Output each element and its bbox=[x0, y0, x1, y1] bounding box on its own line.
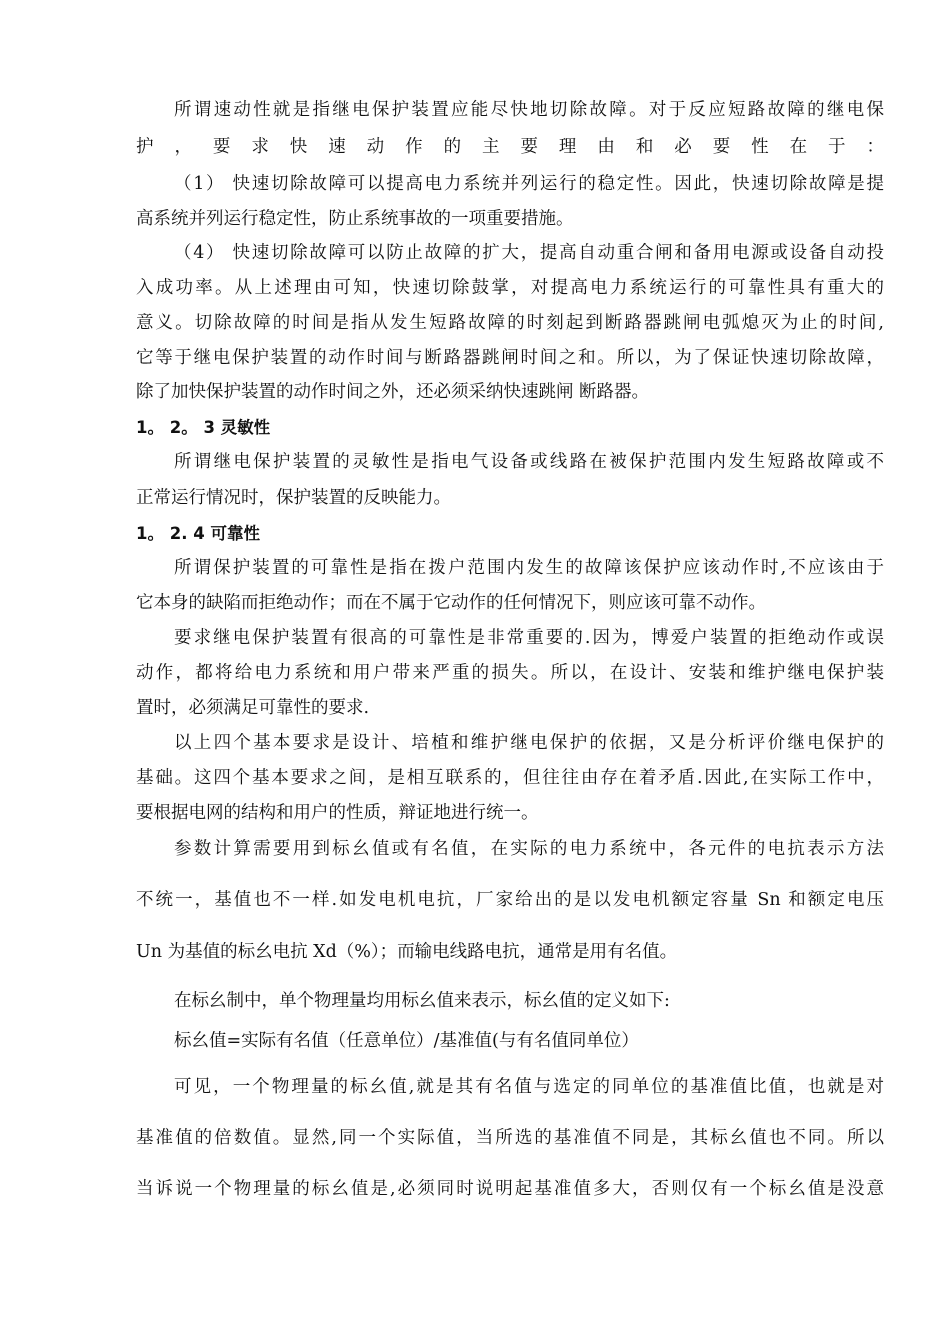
paragraph-line: 参数计算需要用到标幺值或有名值，在实际的电力系统中，各元件的电抗表示方法 bbox=[174, 839, 884, 859]
paragraph-line: 所谓速动性就是指继电保护装置应能尽快地切除故障。对于反应短路故障的继电保 bbox=[174, 100, 884, 120]
paragraph-line: 高系统并列运行稳定性，防止系统事故的一项重要措施。 bbox=[136, 209, 574, 229]
section-heading: 1。 2. 4 可靠性 bbox=[136, 524, 260, 543]
paragraph-line: 置时，必须满足可靠性的要求. bbox=[136, 698, 370, 718]
paragraph-line: 以上四个基本要求是设计、培植和维护继电保护的依据，又是分析评价继电保护的 bbox=[174, 733, 884, 753]
paragraph-line: 要根据电网的结构和用户的性质，辩证地进行统一。 bbox=[136, 803, 539, 823]
paragraph-line: 动作，都将给电力系统和用户带来严重的损失。所以，在设计、安装和维护继电保护装 bbox=[136, 663, 884, 683]
paragraph-line: 所谓保护装置的可靠性是指在拨户范围内发生的故障该保护应该动作时,不应该由于 bbox=[174, 558, 884, 578]
paragraph-line: 基准值的倍数值。显然,同一个实际值，当所选的基准值不同是，其标幺值也不同。所以 bbox=[136, 1128, 884, 1148]
paragraph-line: 意义。切除故障的时间是指从发生短路故障的时刻起到断路器跳闸电弧熄灭为止的时间, bbox=[136, 313, 884, 333]
paragraph-line: 在标幺制中，单个物理量均用标幺值来表示，标幺值的定义如下: bbox=[174, 991, 670, 1011]
section-heading: 1。 2。 3 灵敏性 bbox=[136, 418, 271, 437]
paragraph-line: 当诉说一个物理量的标幺值是,必须同时说明起基准值多大，否则仅有一个标幺值是没意 bbox=[136, 1179, 884, 1199]
paragraph-line: 它等于继电保护装置的动作时间与断路器跳闸时间之和。所以，为了保证快速切除故障， bbox=[136, 348, 884, 368]
paragraph-line: 护，要求快速动作的主要理由和必要性在于： bbox=[136, 137, 884, 157]
paragraph-line: 正常运行情况时，保护装置的反映能力。 bbox=[136, 488, 451, 508]
paragraph-line: 除了加快保护装置的动作时间之外，还必须采纳快速跳闸 断路器。 bbox=[136, 382, 650, 402]
paragraph-line: 所谓继电保护装置的灵敏性是指电气设备或线路在被保护范围内发生短路故障或不 bbox=[174, 452, 884, 472]
paragraph-line: 要求继电保护装置有很高的可靠性是非常重要的.因为，博爱户装置的拒绝动作或误 bbox=[174, 628, 884, 648]
paragraph-line: 可见，一个物理量的标幺值,就是其有名值与选定的同单位的基准值比值，也就是对 bbox=[174, 1077, 884, 1097]
paragraph-line: 基础。这四个基本要求之间，是相互联系的，但往往由存在着矛盾.因此,在实际工作中， bbox=[136, 768, 884, 788]
paragraph-line: 它本身的缺陷而拒绝动作；而在不属于它动作的任何情况下，则应该可靠不动作。 bbox=[136, 593, 766, 613]
paragraph-line: （1） 快速切除故障可以提高电力系统并列运行的稳定性。因此，快速切除故障是提 bbox=[174, 174, 884, 194]
paragraph-line: （4） 快速切除故障可以防止故障的扩大，提高自动重合闸和备用电源或设备自动投 bbox=[174, 243, 884, 263]
paragraph-line: 入成功率。从上述理由可知，快速切除鼓掌，对提高电力系统运行的可靠性具有重大的 bbox=[136, 278, 884, 298]
paragraph-line: 不统一，基值也不一样.如发电机电抗，厂家给出的是以发电机额定容量 Sn 和额定电压 bbox=[136, 890, 884, 910]
paragraph-line: Un 为基值的标幺电抗 Xd（%）；而输电线路电抗，通常是用有名值。 bbox=[136, 942, 678, 962]
formula-line: 标幺值=实际有名值（任意单位）/基准值(与有名值同单位） bbox=[174, 1031, 639, 1051]
